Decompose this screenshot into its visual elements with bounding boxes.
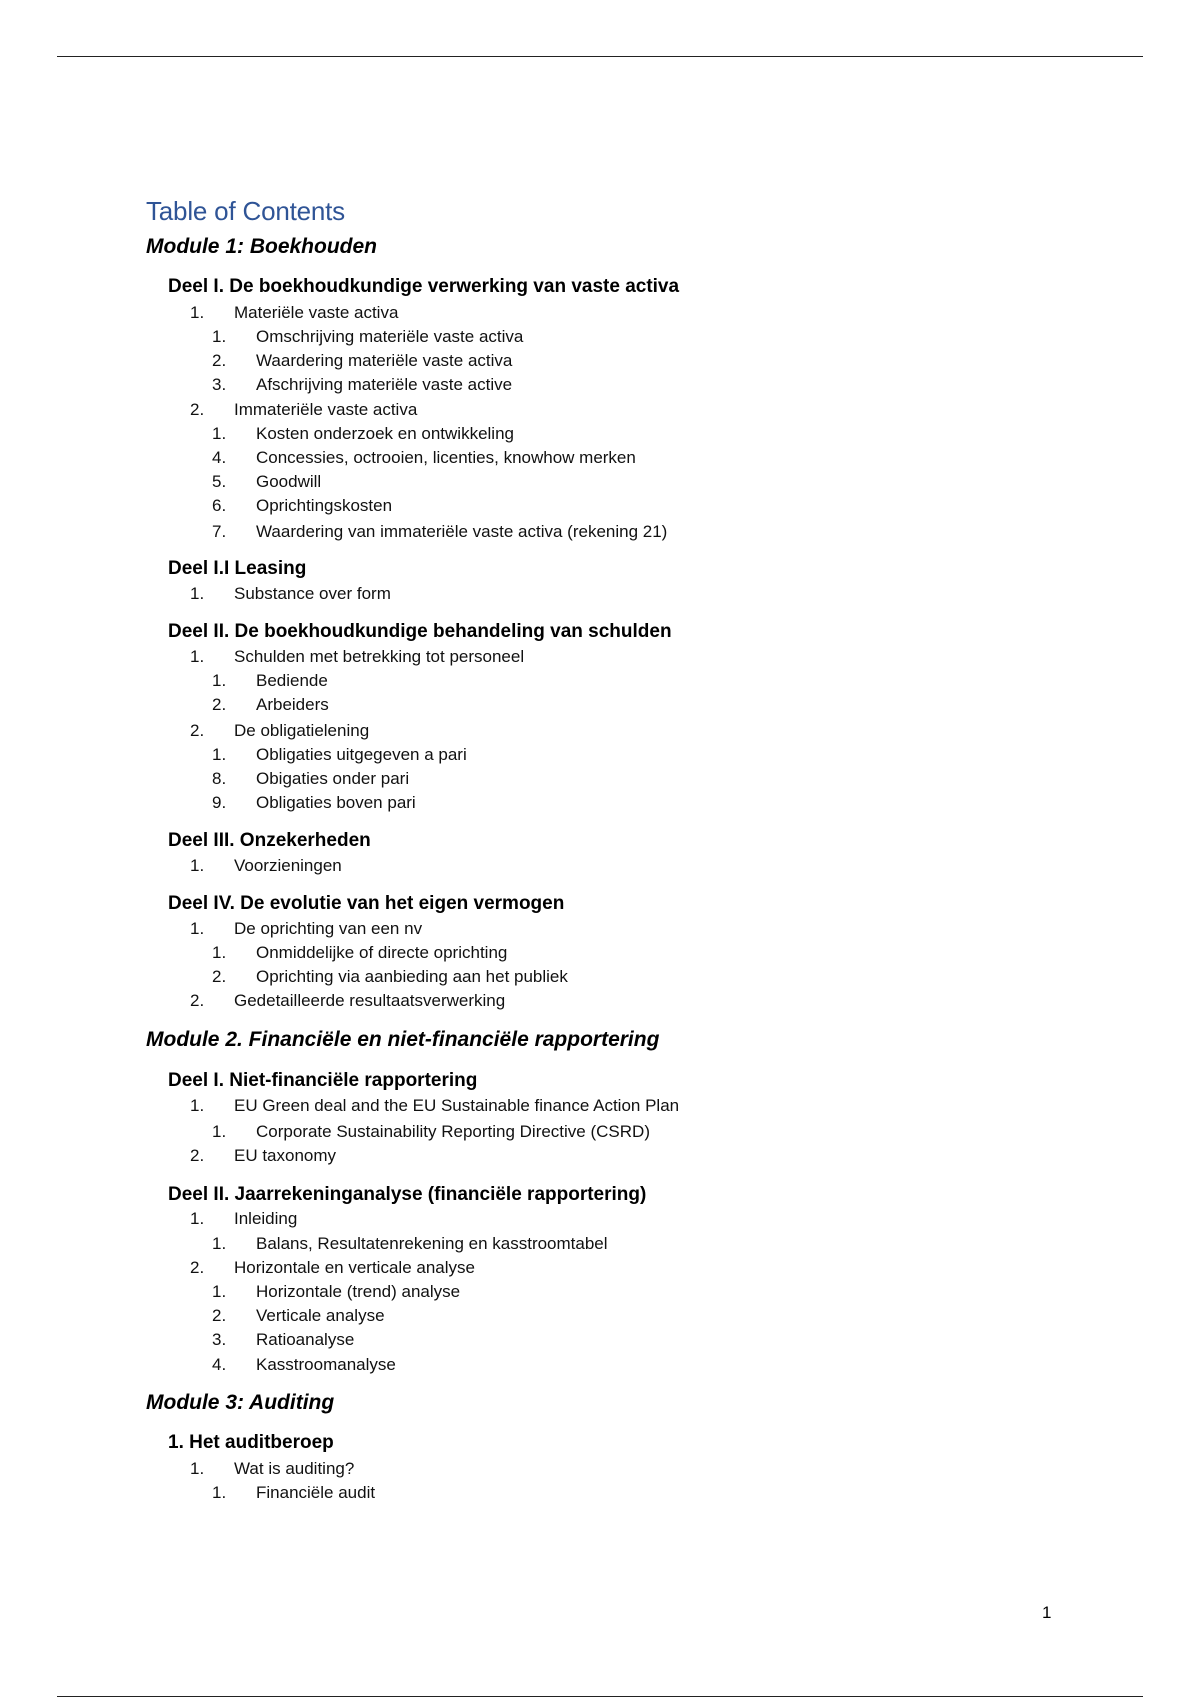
- toc-item-number: 5.: [212, 472, 227, 492]
- toc-item-number: 2.: [212, 351, 227, 371]
- toc-item-label: De obligatielening: [234, 721, 370, 741]
- toc-section-heading[interactable]: Deel II. De boekhoudkundige behandeling van schulden: [168, 620, 672, 642]
- toc-section-heading[interactable]: Deel III. Onzekerheden: [168, 829, 371, 851]
- toc-item-number: 2.: [212, 695, 227, 715]
- toc-item-label: Gedetailleerde resultaatsverwerking: [234, 991, 506, 1011]
- toc-item-label: Horizontale en verticale analyse: [234, 1258, 475, 1278]
- toc-section-heading[interactable]: Deel I. De boekhoudkundige verwerking van vaste activa: [168, 275, 680, 297]
- toc-item-number: 7.: [212, 522, 227, 542]
- toc-item-number: 1.: [212, 327, 227, 347]
- toc-item-number: 1.: [190, 919, 205, 939]
- toc-item-number: 9.: [212, 793, 227, 813]
- toc-item-label: Oprichtingskosten: [256, 496, 393, 516]
- toc-item-label: Materiële vaste activa: [234, 303, 399, 323]
- toc-item-number: 2.: [190, 1258, 205, 1278]
- toc-item-number: 2.: [190, 400, 205, 420]
- toc-item-label: EU taxonomy: [234, 1146, 337, 1166]
- toc-module-heading[interactable]: Module 1: Boekhouden: [146, 235, 377, 259]
- toc-module-heading[interactable]: Module 3: Auditing: [146, 1391, 335, 1415]
- toc-item-number: 1.: [212, 424, 227, 444]
- toc-item-label: Wat is auditing?: [234, 1459, 355, 1479]
- toc-item-number: 1.: [212, 1282, 227, 1302]
- toc-item-label: Onmiddelijke of directe oprichting: [256, 943, 508, 963]
- toc-item-label: EU Green deal and the EU Sustainable finance Action Plan: [234, 1096, 680, 1116]
- toc-item-number: 2.: [190, 1146, 205, 1166]
- toc-item-number: 1.: [190, 303, 205, 323]
- toc-item-label: Goodwill: [256, 472, 322, 492]
- toc-item-label: Kosten onderzoek en ontwikkeling: [256, 424, 514, 444]
- toc-item-number: 1.: [212, 1122, 227, 1142]
- toc-item-number: 2.: [212, 1306, 227, 1326]
- toc-item-label: Substance over form: [234, 584, 391, 604]
- toc-item-label: Obigaties onder pari: [256, 769, 410, 789]
- toc-item-number: 1.: [190, 647, 205, 667]
- toc-section-heading[interactable]: Deel I.I Leasing: [168, 557, 307, 579]
- toc-item-number: 3.: [212, 1330, 227, 1350]
- toc-item-number: 1.: [190, 1209, 205, 1229]
- toc-item-number: 6.: [212, 496, 227, 516]
- toc-item-number: 1.: [212, 1483, 227, 1503]
- toc-item-number: 1.: [190, 584, 205, 604]
- toc-item-label: Schulden met betrekking tot personeel: [234, 647, 525, 667]
- toc-section-heading[interactable]: Deel I. Niet-financiële rapportering: [168, 1069, 478, 1091]
- toc-item-label: Obligaties uitgegeven a pari: [256, 745, 467, 765]
- toc-item-number: 4.: [212, 448, 227, 468]
- toc-item-number: 1.: [212, 745, 227, 765]
- toc-item-number: 4.: [212, 1355, 227, 1375]
- toc-item-number: 2.: [190, 991, 205, 1011]
- toc-item-number: 1.: [212, 671, 227, 691]
- toc-item-label: Afschrijving materiële vaste active: [256, 375, 513, 395]
- toc-item-number: 3.: [212, 375, 227, 395]
- toc-section-heading[interactable]: 1. Het auditberoep: [168, 1431, 334, 1453]
- toc-module-heading[interactable]: Module 2. Financiële en niet-financiële rapportering: [146, 1028, 660, 1052]
- toc-item-number: 2.: [190, 721, 205, 741]
- toc-item-number: 1.: [190, 1096, 205, 1116]
- toc-item-number: 8.: [212, 769, 227, 789]
- toc-item-label: Verticale analyse: [256, 1306, 385, 1326]
- toc-item-number: 1.: [190, 1459, 205, 1479]
- toc-item-label: Financiële audit: [256, 1483, 376, 1503]
- toc-item-label: Arbeiders: [256, 695, 329, 715]
- toc-item-label: Immateriële vaste activa: [234, 400, 418, 420]
- toc-item-label: Inleiding: [234, 1209, 298, 1229]
- toc-item-number: 1.: [212, 943, 227, 963]
- toc-item-label: Voorzieningen: [234, 856, 342, 876]
- toc-item-label: Corporate Sustainability Reporting Directive (CSRD): [256, 1122, 650, 1142]
- toc-item-label: Concessies, octrooien, licenties, knowhow merken: [256, 448, 636, 468]
- toc-section-heading[interactable]: Deel II. Jaarrekeninganalyse (financiële rapportering): [168, 1183, 647, 1205]
- toc-item-label: Kasstroomanalyse: [256, 1355, 396, 1375]
- page-number: 1: [1042, 1603, 1052, 1622]
- bottom-border-line: [57, 1696, 1143, 1697]
- toc-item-label: De oprichting van een nv: [234, 919, 423, 939]
- toc-item-label: Waardering van immateriële vaste activa (rekening 21): [256, 522, 668, 542]
- toc-section-heading[interactable]: Deel IV. De evolutie van het eigen vermogen: [168, 892, 565, 914]
- toc-item-label: Waardering materiële vaste activa: [256, 351, 513, 371]
- toc-item-number: 2.: [212, 967, 227, 987]
- toc-item-label: Ratioanalyse: [256, 1330, 355, 1350]
- toc-item-label: Balans, Resultatenrekening en kasstroomtabel: [256, 1234, 608, 1254]
- toc-item-number: 1.: [212, 1234, 227, 1254]
- toc-item-label: Oprichting via aanbieding aan het publiek: [256, 967, 568, 987]
- toc-item-label: Horizontale (trend) analyse: [256, 1282, 461, 1302]
- toc-title: Table of Contents: [146, 196, 345, 226]
- toc-item-label: Obligaties boven pari: [256, 793, 416, 813]
- toc-item-number: 1.: [190, 856, 205, 876]
- toc-item-label: Bediende: [256, 671, 328, 691]
- toc-item-label: Omschrijving materiële vaste activa: [256, 327, 524, 347]
